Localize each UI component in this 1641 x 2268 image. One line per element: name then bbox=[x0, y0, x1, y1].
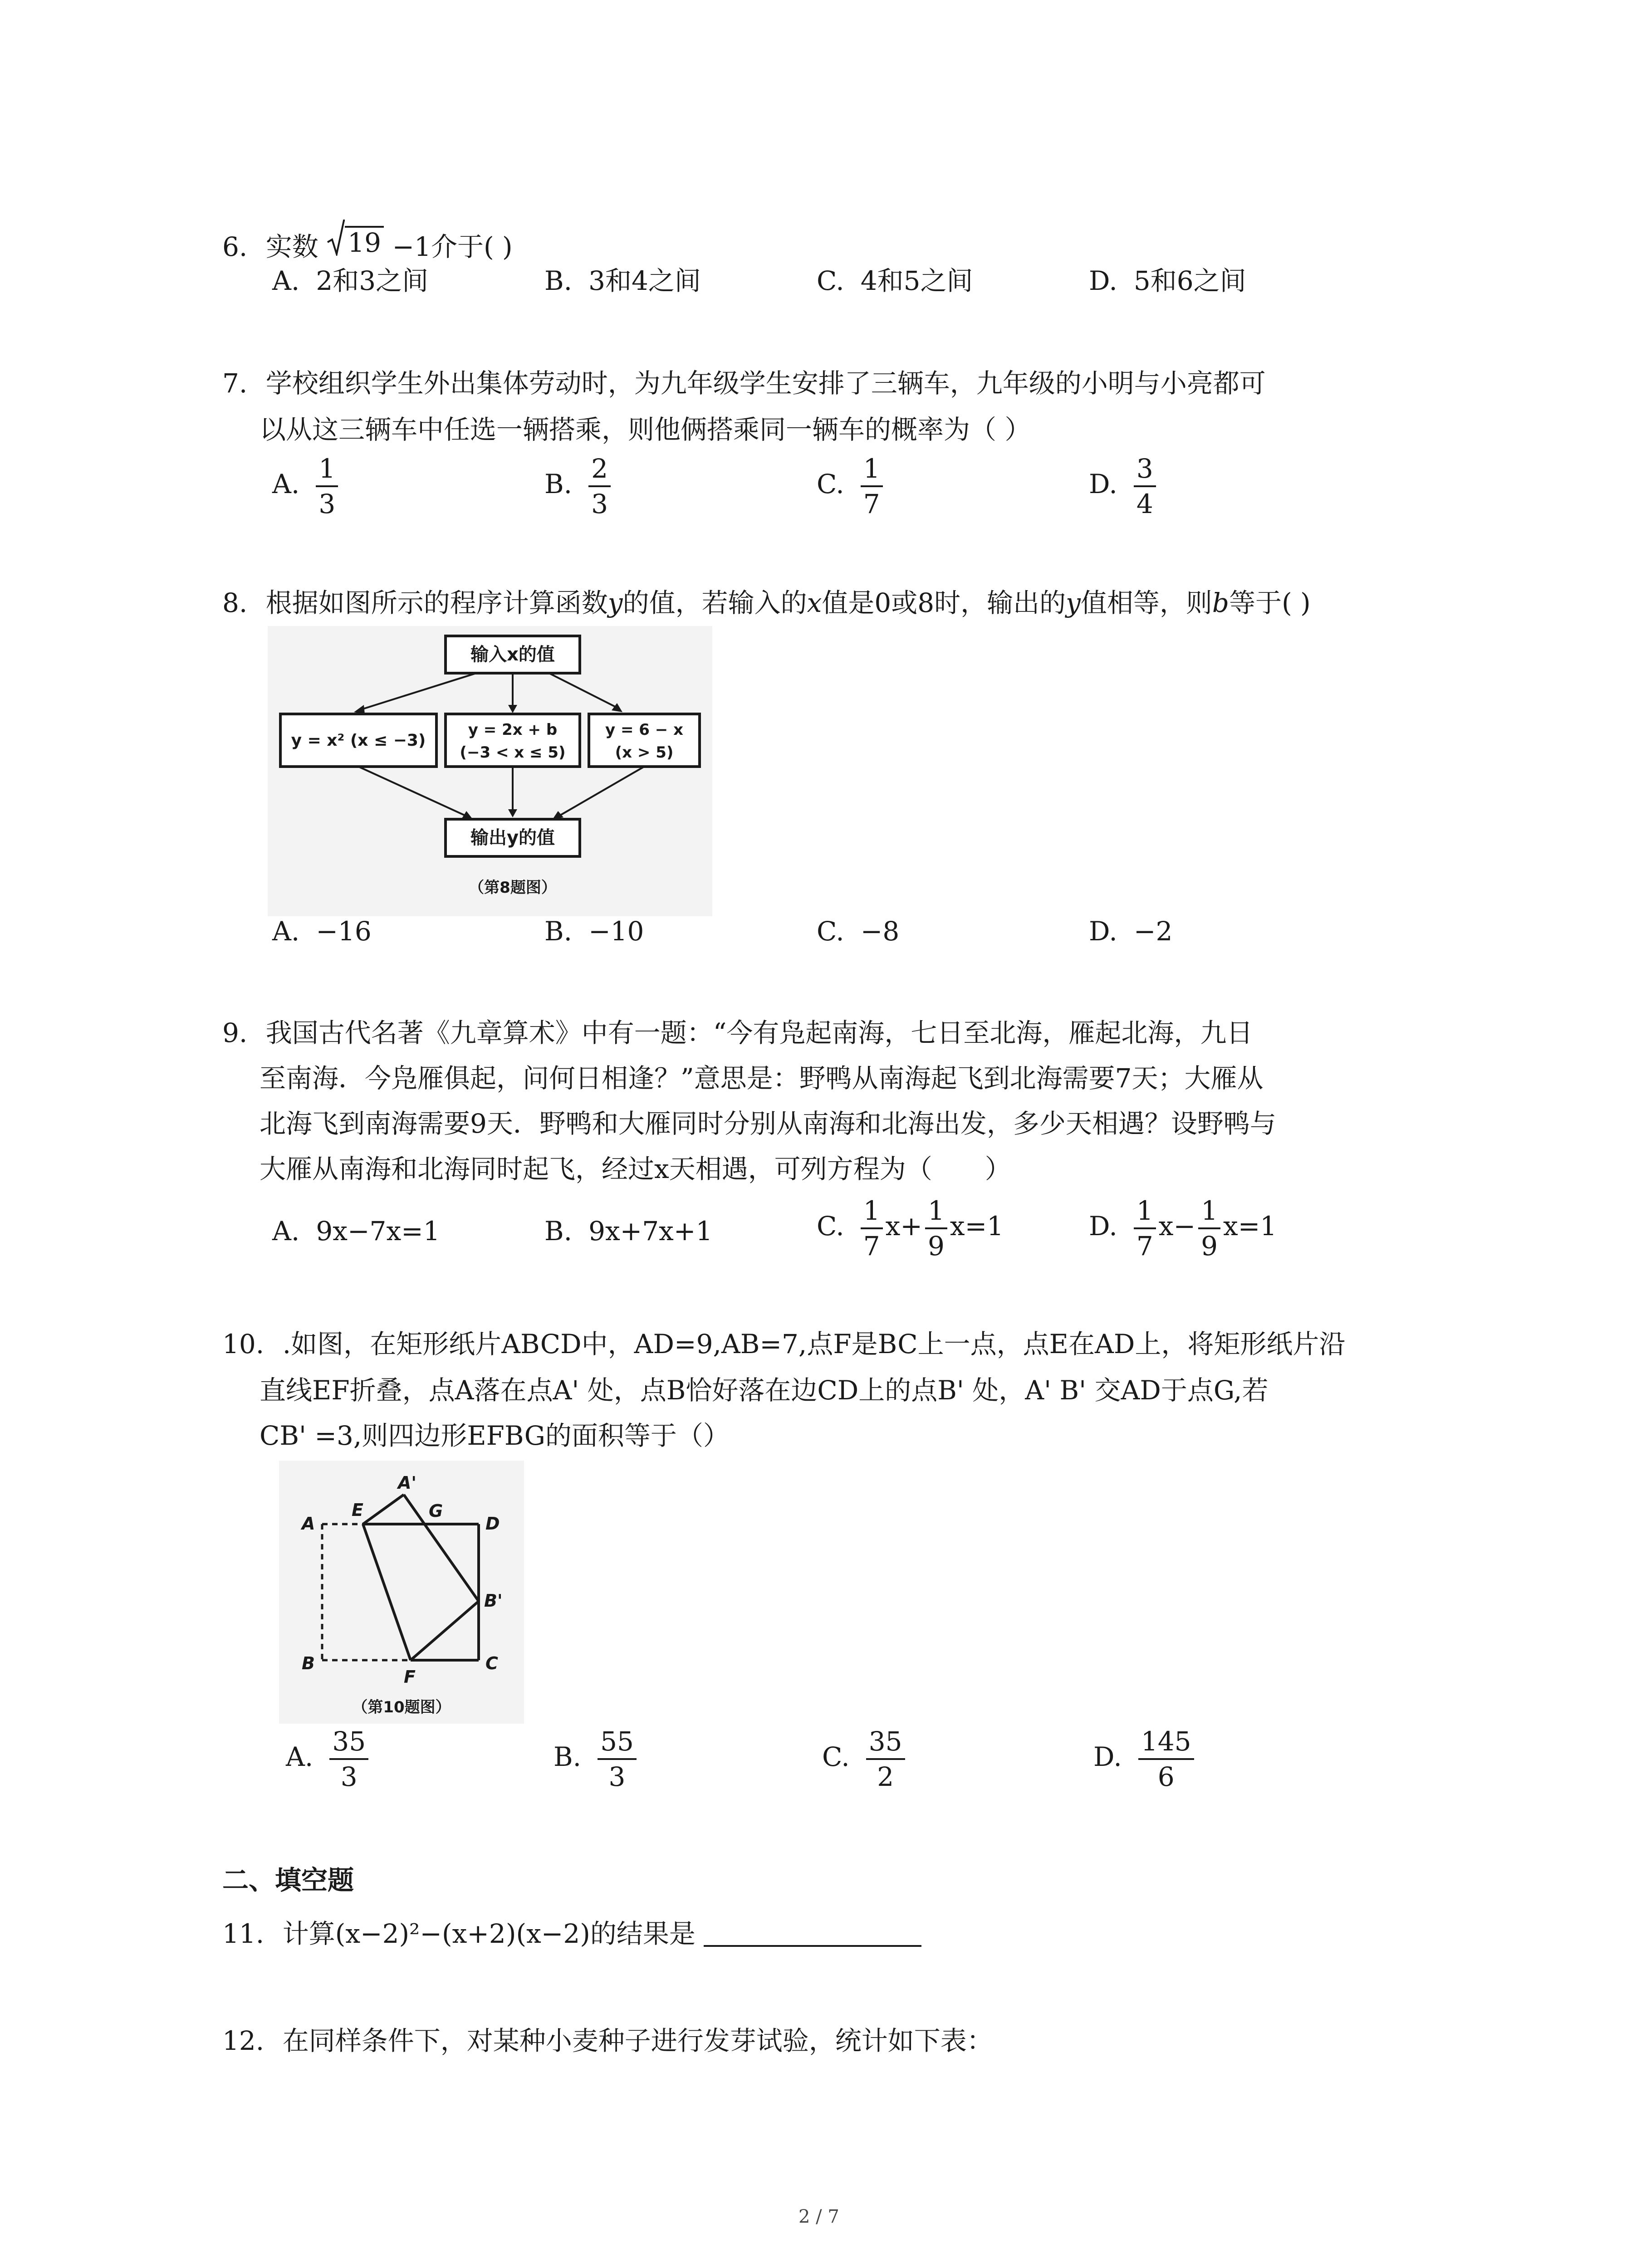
q7-option-c: C. $\frac{1}{7}$ bbox=[817, 455, 886, 517]
q8-option-c: C. −8 bbox=[817, 916, 900, 947]
flow-caption: （第8题图） bbox=[469, 879, 557, 897]
flow-mid-text-2: (−3 < x ≤ 5) bbox=[460, 743, 566, 762]
q9-option-b: B. 9x+7x+1 bbox=[544, 1216, 713, 1246]
q8-option-d: D. −2 bbox=[1089, 916, 1173, 947]
label-d: D bbox=[485, 1514, 500, 1534]
page-number: 2 / 7 bbox=[798, 2206, 839, 2227]
label-c: C bbox=[485, 1653, 498, 1673]
q10-option-d: D. $\frac{145}{6}$ bbox=[1093, 1728, 1197, 1790]
flow-right-text-2: (x > 5) bbox=[615, 743, 674, 762]
label-b: B bbox=[302, 1653, 315, 1673]
question-7-line-2: 以从这三辆车中任选一辆搭乘，则他俩搭乘同一辆车的概率为（ ） bbox=[260, 414, 1031, 445]
figure-caption: （第10题图） bbox=[352, 1698, 451, 1716]
question-number: 11. bbox=[222, 1918, 265, 1949]
radicand: 19 bbox=[345, 226, 384, 256]
q9-option-a: A. 9x−7x=1 bbox=[272, 1216, 440, 1246]
question-12: 12. 在同样条件下，对某种小麦种子进行发芽试验，统计如下表： bbox=[222, 2025, 993, 2056]
q7-option-d: D. $\frac{3}{4}$ bbox=[1089, 455, 1159, 517]
question-number: 9. bbox=[222, 1017, 248, 1048]
question-11: 11. 计算(x−2)²−(x+2)(x−2)的结果是 bbox=[222, 1921, 921, 1947]
question-text-suffix: −1介于( ) bbox=[392, 231, 513, 262]
q6-option-d: D. 5和6之间 bbox=[1089, 265, 1246, 296]
question-6-stem bbox=[222, 219, 513, 260]
question-9-line-4: 大雁从南海和北海同时起飞，经过x天相遇，可列方程为（ ） bbox=[260, 1154, 1011, 1184]
question-9-line-3: 北海飞到南海需要9天．野鸭和大雁同时分别从南海和北海出发，多少天相遇？设野鸭与 bbox=[260, 1108, 1276, 1139]
square-root-expression bbox=[327, 219, 384, 256]
question-9-line-2: 至南海．今凫雁俱起，问何日相逢？”意思是：野鸭从南海起飞到北海需要7天；大雁从 bbox=[260, 1063, 1264, 1094]
label-b-prime: B' bbox=[484, 1591, 503, 1611]
question-number: 7. bbox=[222, 368, 248, 399]
radical-sign-icon bbox=[327, 219, 345, 256]
question-number: 6. bbox=[222, 231, 248, 262]
label-g: G bbox=[429, 1501, 443, 1521]
flow-mid-text-1: y = 2x + b bbox=[468, 721, 558, 739]
q6-option-b: B. 3和4之间 bbox=[544, 265, 701, 296]
q8-option-a: A. −16 bbox=[272, 916, 372, 947]
label-e: E bbox=[352, 1500, 363, 1520]
q9-option-d: D. $\frac{1}{7}$ x− $\frac{1}{9}$ x=1 bbox=[1089, 1195, 1277, 1261]
question-10-line-3: CB' =3,则四边形EFBG的面积等于（） bbox=[260, 1420, 730, 1451]
label-a-prime: A' bbox=[398, 1473, 417, 1493]
q9-option-c: C. $\frac{1}{7}$ x+ $\frac{1}{9}$ x=1 bbox=[817, 1195, 1004, 1261]
label-f: F bbox=[404, 1667, 416, 1687]
question-9-line-1: 9. 我国古代名著《九章算术》中有一题：“今有凫起南海，七日至北海，雁起北海，九日 bbox=[222, 1017, 1253, 1048]
flow-left-text: y = x² (x ≤ −3) bbox=[291, 731, 426, 750]
question-10-line-1: 10. .如图，在矩形纸片ABCD中，AD=9,AB=7,点F是BC上一点，点E在AD上，将矩形纸片沿 bbox=[222, 1329, 1346, 1359]
q8-flowchart bbox=[268, 626, 712, 916]
q7-option-a: A. $\frac{1}{3}$ bbox=[272, 455, 341, 517]
flow-right-text-1: y = 6 − x bbox=[605, 721, 684, 739]
section-heading: 二、填空题 bbox=[222, 1865, 354, 1896]
q6-option-a: A. 2和3之间 bbox=[272, 265, 429, 296]
q10-option-b: B. $\frac{55}{3}$ bbox=[554, 1728, 639, 1790]
flow-input-text: 输入x的值 bbox=[470, 644, 555, 665]
question-text: 实数 bbox=[265, 231, 318, 262]
question-number: 10. bbox=[222, 1329, 265, 1359]
question-number: 12. bbox=[222, 2025, 265, 2056]
question-8-stem: 8. 根据如图所示的程序计算函数y的值，若输入的x值是0或8时，输出的y值相等，则b等于( ) bbox=[222, 587, 1311, 618]
label-a: A bbox=[302, 1514, 315, 1534]
answer-blank[interactable] bbox=[704, 1921, 921, 1947]
q8-option-b: B. −10 bbox=[544, 916, 644, 947]
flow-output-text: 输出y的值 bbox=[470, 827, 555, 848]
q10-geometry-figure bbox=[279, 1461, 524, 1724]
question-10-line-2: 直线EF折叠，点A落在点A' 处，点B恰好落在边CD上的点B' 处，A' B' 交AD于点G,若 bbox=[260, 1375, 1269, 1406]
question-7-line-1: 7. 学校组织学生外出集体劳动时，为九年级学生安排了三辆车，九年级的小明与小亮都可 bbox=[222, 368, 1266, 399]
question-number: 8. bbox=[222, 587, 248, 618]
q10-option-c: C. $\frac{35}{2}$ bbox=[822, 1728, 908, 1790]
q7-option-b: B. $\frac{2}{3}$ bbox=[544, 455, 613, 517]
q10-option-a: A. $\frac{35}{3}$ bbox=[286, 1728, 371, 1790]
q6-option-c: C. 4和5之间 bbox=[817, 265, 973, 296]
